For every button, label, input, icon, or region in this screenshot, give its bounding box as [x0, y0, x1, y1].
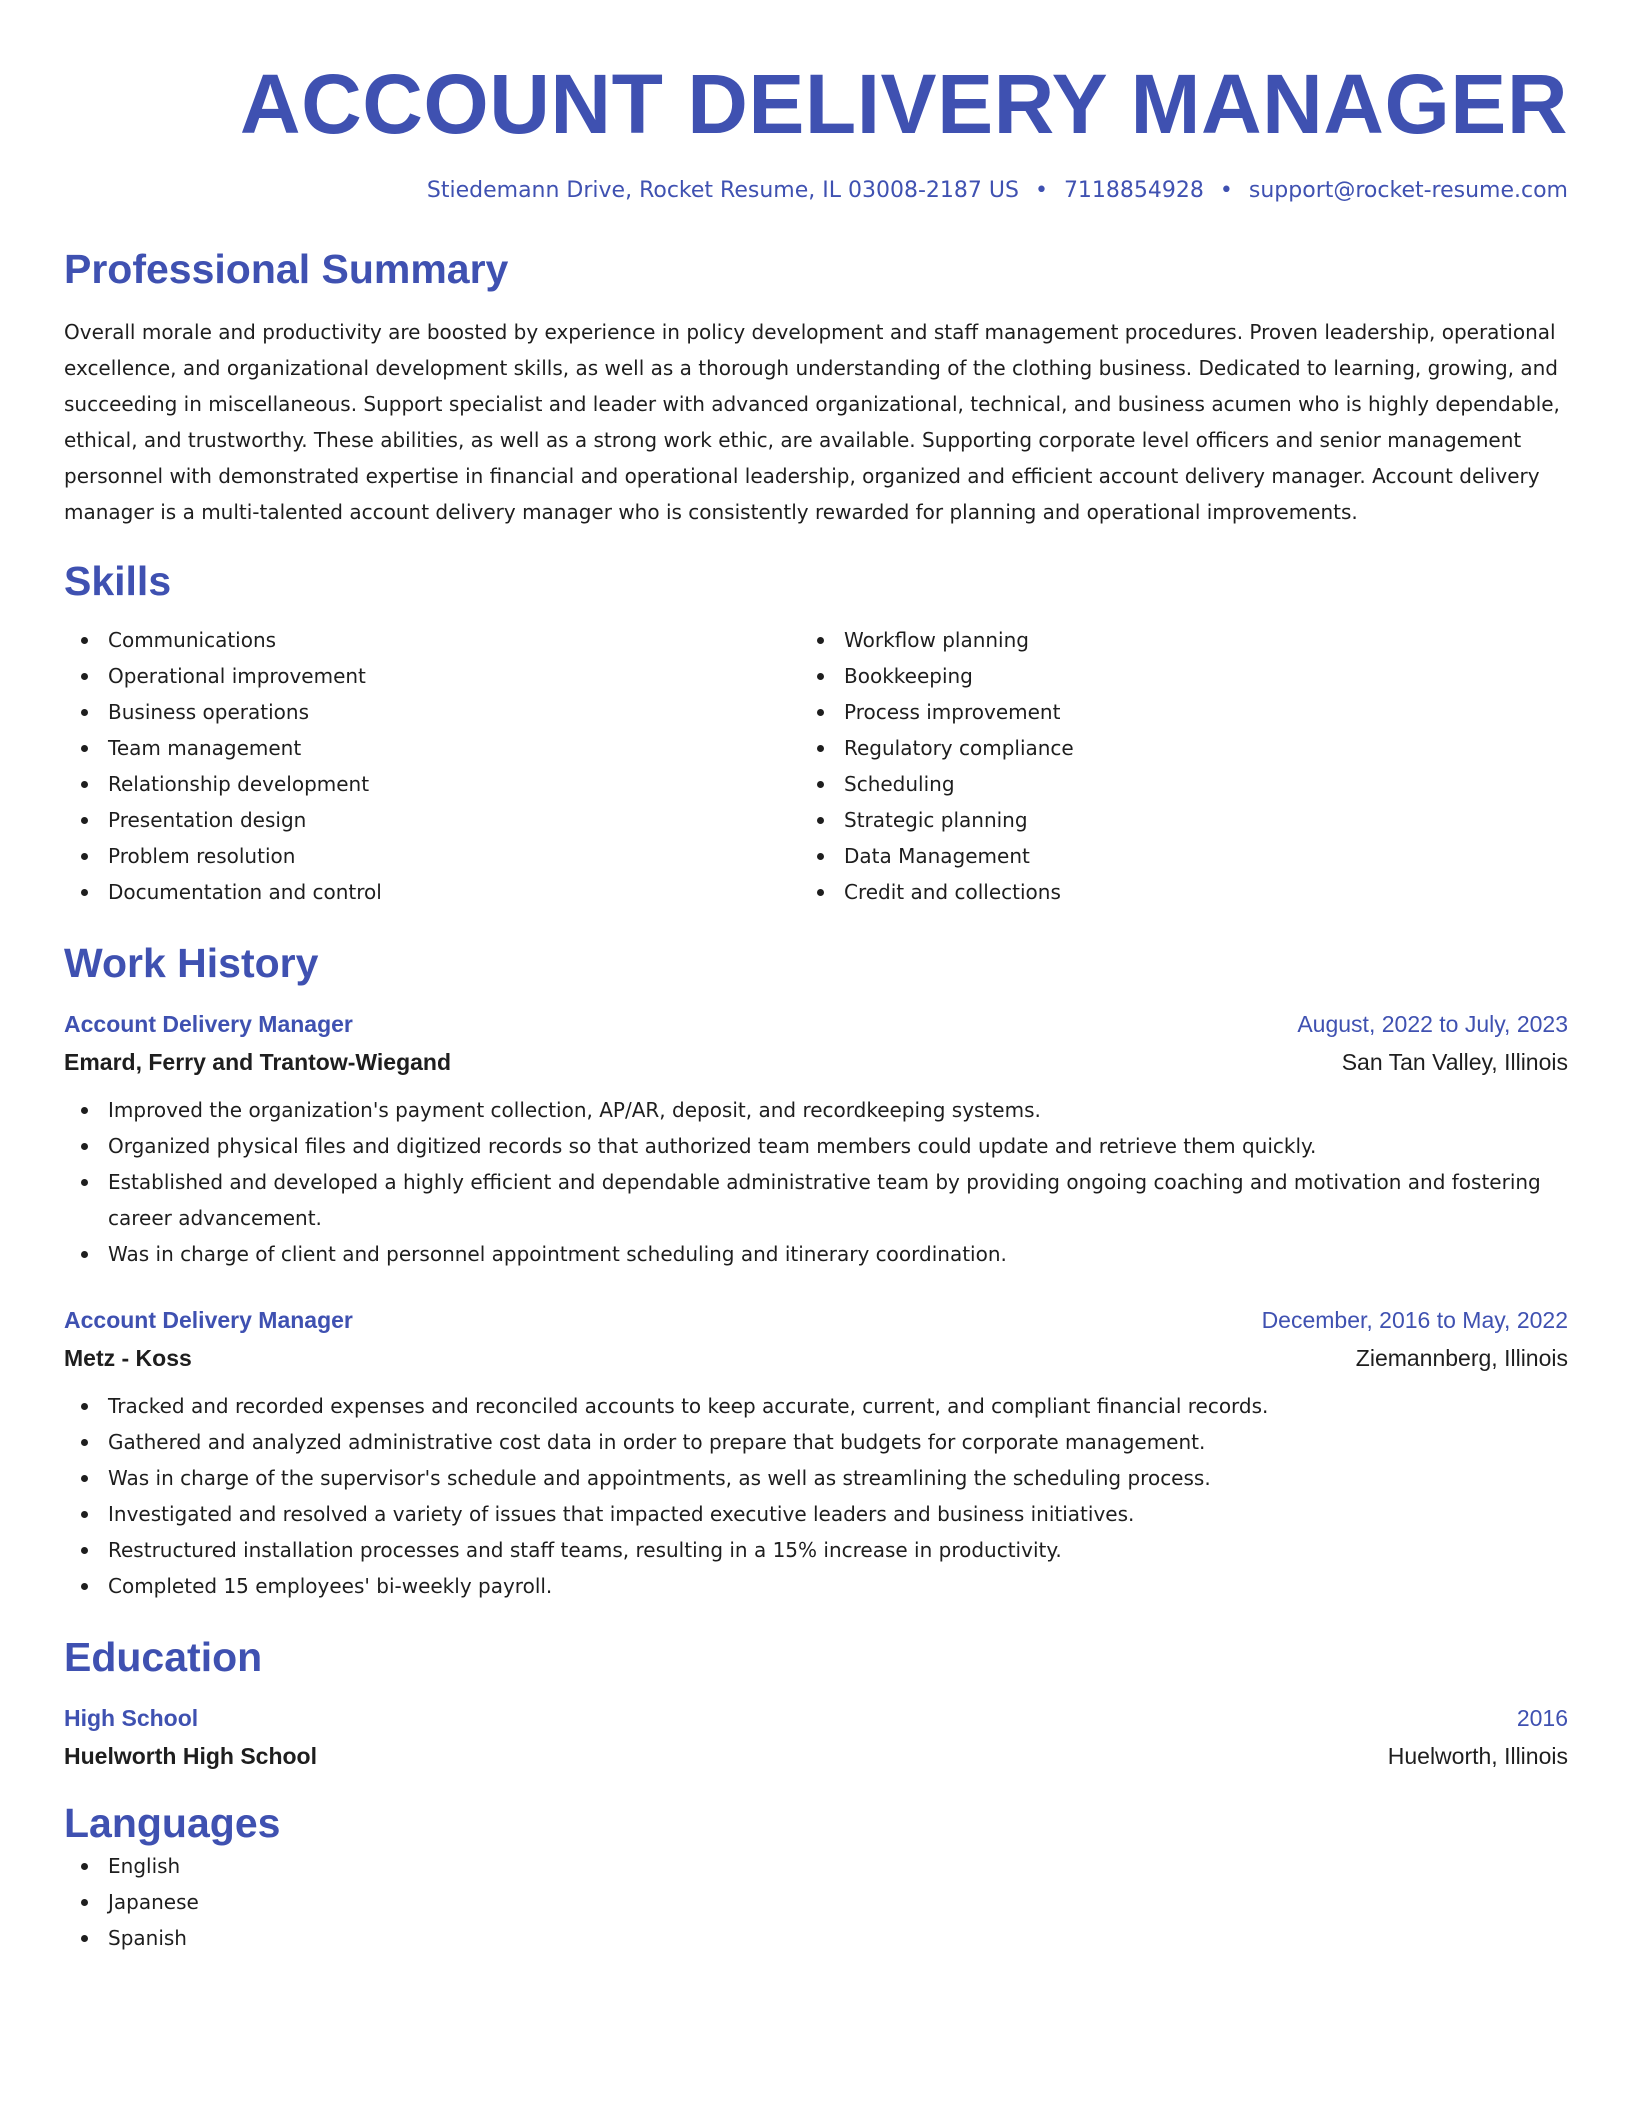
job-header — [64, 1304, 1568, 1336]
education-entry — [64, 1702, 1568, 1772]
contact-line — [64, 176, 1568, 206]
job-bullet: Restructured installation processes and staff teams, resulting in a 15% increase in productivity. — [64, 1532, 1568, 1568]
job-bullet: Established and developed a highly efficient and dependable administrative team by providing ongoing coaching and motivation and fostering career advancement. — [64, 1164, 1568, 1236]
skill-item: Bookkeeping — [800, 658, 1536, 694]
job-bullet: Improved the organization's payment collection, AP/AR, deposit, and recordkeeping systems. — [64, 1092, 1568, 1128]
job-company: Emard, Ferry and Trantow-Wiegand — [64, 1049, 452, 1075]
education-subheader — [64, 1740, 1568, 1772]
education-year: 2016 — [1516, 1705, 1568, 1731]
skill-item: Credit and collections — [800, 874, 1536, 910]
section-title-skills: Skills — [64, 558, 172, 604]
job-header — [64, 1008, 1568, 1040]
education-school: Huelworth High School — [64, 1743, 317, 1769]
language-item: English — [64, 1848, 1568, 1884]
resume-name: ACCOUNT DELIVERY MANAGER — [239, 57, 1568, 151]
job-bullets — [64, 1388, 1568, 1604]
skill-item: Strategic planning — [800, 802, 1536, 838]
skill-item: Problem resolution — [64, 838, 800, 874]
job-bullets — [64, 1092, 1568, 1272]
education-header — [64, 1702, 1568, 1734]
section-title-work-history: Work History — [64, 940, 319, 986]
skill-item: Process improvement — [800, 694, 1536, 730]
job-bullet: Investigated and resolved a variety of issues that impacted executive leaders and business initiatives. — [64, 1496, 1568, 1532]
education-degree: High School — [64, 1705, 199, 1731]
job-subheader — [64, 1342, 1568, 1374]
skill-item: Scheduling — [800, 766, 1536, 802]
skill-item: Operational improvement — [64, 658, 800, 694]
job-entry — [64, 1008, 1568, 1272]
job-location: San Tan Valley, Illinois — [1341, 1049, 1568, 1075]
skill-item: Team management — [64, 730, 800, 766]
summary-text: Overall morale and productivity are boosted by experience in policy development and staff management procedures. Proven leadership, operational excellence, and organizational development skills, as well as a thorough understanding of the clothing business. Dedicated to learning, growing, and succeeding in miscellaneous. Support specialist and leader with advanced organizational, technical, and business acumen who is highly dependable, ethical, and trustworthy. These abilities, as well as a strong work ethic, are available. Supporting corporate level officers and senior management personnel with demonstrated expertise in financial and operational leadership, organized and efficient account delivery manager. Account delivery manager is a multi-talented account delivery manager who is consistently rewarded for planning and operational improvements. — [64, 320, 1560, 524]
job-company: Metz - Koss — [64, 1345, 192, 1371]
job-dates: December, 2016 to May, 2022 — [1261, 1307, 1568, 1333]
resume-header — [64, 56, 1568, 206]
job-bullet: Tracked and recorded expenses and reconciled accounts to keep accurate, current, and compliant financial records. — [64, 1388, 1568, 1424]
section-title-summary: Professional Summary — [64, 246, 509, 292]
languages-list — [64, 1848, 1568, 1956]
skill-item: Workflow planning — [800, 622, 1536, 658]
section-title-education: Education — [64, 1634, 263, 1680]
skills-column-left — [64, 622, 800, 910]
section-title-languages: Languages — [64, 1800, 281, 1846]
skill-item: Relationship development — [64, 766, 800, 802]
skills-list — [64, 622, 1568, 910]
skill-item: Data Management — [800, 838, 1536, 874]
education-location: Huelworth, Illinois — [1387, 1743, 1568, 1769]
skill-item: Presentation design — [64, 802, 800, 838]
job-title: Account Delivery Manager — [64, 1307, 353, 1333]
contact-email: support@rocket-resume.com — [1248, 178, 1568, 203]
job-subheader — [64, 1046, 1568, 1078]
skill-item: Communications — [64, 622, 800, 658]
language-item: Japanese — [64, 1884, 1568, 1920]
contact-separator: • — [1219, 178, 1233, 203]
job-bullet: Was in charge of the supervisor's schedule and appointments, as well as streamlining the scheduling process. — [64, 1460, 1568, 1496]
job-title: Account Delivery Manager — [64, 1011, 353, 1037]
job-bullet: Was in charge of client and personnel appointment scheduling and itinerary coordination. — [64, 1236, 1568, 1272]
job-location: Ziemannberg, Illinois — [1355, 1345, 1568, 1371]
contact-phone: 7118854928 — [1063, 178, 1204, 203]
job-bullet: Organized physical files and digitized records so that authorized team members could update and retrieve them quickly. — [64, 1128, 1568, 1164]
job-entry — [64, 1304, 1568, 1604]
job-bullet: Gathered and analyzed administrative cost data in order to prepare that budgets for corporate management. — [64, 1424, 1568, 1460]
skill-item: Documentation and control — [64, 874, 800, 910]
job-dates: August, 2022 to July, 2023 — [1297, 1011, 1568, 1037]
job-bullet: Completed 15 employees' bi-weekly payroll. — [64, 1568, 1568, 1604]
contact-separator: • — [1034, 178, 1048, 203]
contact-address: Stiedemann Drive, Rocket Resume, IL 03008-2187 US — [426, 178, 1019, 203]
skill-item: Regulatory compliance — [800, 730, 1536, 766]
skill-item: Business operations — [64, 694, 800, 730]
skills-column-right — [800, 622, 1536, 910]
language-item: Spanish — [64, 1920, 1568, 1956]
